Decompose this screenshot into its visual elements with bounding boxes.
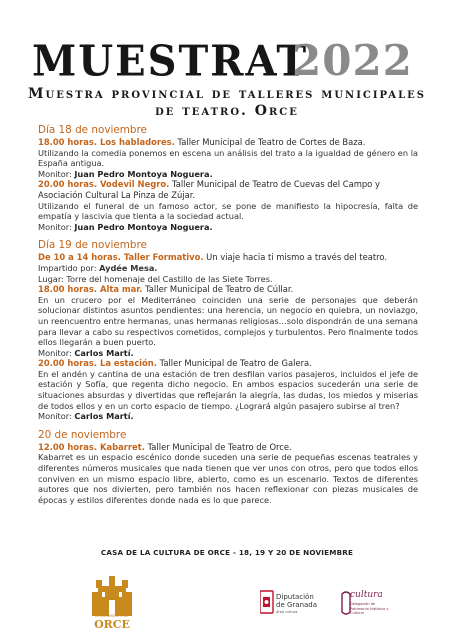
monitor-label: Monitor: bbox=[38, 168, 75, 179]
event-description: En el andén y cantina de una estación de tren desfilan varios pasajeros, incluidos el jefe de estación y Sofía, que regenta dicho negocio. En ambos espacios sucederán una serie de situaciones absurdas y divertidas que reflejarán la alegría, las dudas, los miedos y miserias de todos ellos y en un corto espacio de tiempo. ¿Logrará algún pasajero subirse al tren? bbox=[38, 368, 418, 411]
event-info: Taller Municipal de Teatro de Cuevas del Campo y Asociación Cultural La Pinza de Zújar. bbox=[38, 179, 380, 200]
diputacion-line-1: Diputación bbox=[276, 593, 314, 601]
sponsor-logos bbox=[0, 568, 454, 640]
event-line bbox=[38, 252, 418, 263]
imparted-label: Impartido por: bbox=[38, 262, 100, 273]
event-line bbox=[38, 442, 418, 453]
poster-header bbox=[0, 0, 454, 87]
day-heading: 20 de noviembre bbox=[38, 428, 127, 441]
event-description: En un crucero por el Mediterráneo coinciden una serie de personajes que deberán solucionar distintos asuntos pendientes: una herencia, un negocio en quiebra, un noviazgo, un reencuentro entre hermanas, unas hermanas religiosas…solo dispondrán de una semana para llevar a cabo su respectivos cometidos, complejos y turbulentos. Pero finalmente todos ellos llegarán a buen puerto. bbox=[38, 294, 418, 348]
event-info: Taller Municipal de Teatro de Cúllar. bbox=[142, 284, 294, 295]
event-line bbox=[38, 137, 418, 148]
monitor-label: Monitor: bbox=[38, 347, 75, 358]
event-line bbox=[38, 358, 418, 369]
event-info: Taller Municipal de Teatro de Orce. bbox=[144, 441, 292, 452]
event-time: 12.00 horas. Kabarret. bbox=[38, 441, 145, 452]
event-time: 20.00 horas. Vodevil Negro. bbox=[38, 179, 170, 190]
venue-footer: CASA DE LA CULTURA DE ORCE - 18, 19 Y 20 DE NOVIEMBRE bbox=[100, 548, 354, 557]
day-heading: Día 18 de noviembre bbox=[38, 124, 147, 136]
orce-logo-caption: AYUNTAMIENTO DE bbox=[95, 614, 129, 618]
event-description: Kabarret es un espacio escénico donde suceden una serie de pequeñas escenas teatrales y diferentes números musicales que nada tienen que ver unos con otros, pero que todos ellos conviven en un mismo espacio libre, abierto, como es un escenario. Textos de diferentes autores que nos divierten, pero también nos hacen reflexionar con piezas musicales de épocas y estilos diferentes donde nada es lo que parece. bbox=[38, 452, 418, 505]
monitor-name: Juan Pedro Montoya Noguera. bbox=[74, 221, 213, 232]
cultura-caption: Delegación de Patrimonio Histórico y Cultural bbox=[350, 602, 389, 615]
subtitle-line-2: de teatro. Orce bbox=[155, 103, 299, 119]
event-monitor bbox=[38, 411, 418, 422]
monitor-name: Carlos Martí. bbox=[74, 411, 134, 422]
event-imparted bbox=[38, 263, 418, 274]
event-info: Un viaje hacia ti mismo a través del teatro. bbox=[203, 252, 388, 263]
event-description: Utilizando la comedia ponemos en escena un análisis del trato a la igualdad de género en la España antigua. bbox=[38, 147, 418, 169]
event-monitor bbox=[38, 169, 418, 180]
cultura-logo-text: cultura bbox=[350, 590, 383, 600]
poster-title: MUESTRAT bbox=[32, 36, 309, 87]
event-monitor bbox=[38, 348, 418, 359]
event-time: 18.00 horas. Los habladores. bbox=[38, 137, 175, 147]
monitor-name: Carlos Martí. bbox=[74, 347, 134, 358]
event-line bbox=[38, 284, 418, 295]
monitor-name: Juan Pedro Montoya Noguera. bbox=[74, 168, 213, 179]
subtitle-line-1: Muestra provincial de talleres municipales bbox=[28, 86, 426, 102]
diputacion-line-2: de Granada bbox=[276, 601, 318, 609]
event-time: 20.00 horas. La estación. bbox=[38, 358, 157, 369]
day-heading: Día 19 de noviembre bbox=[38, 239, 147, 252]
event-place: Lugar: Torre del homenaje del Castillo de las Siete Torres. bbox=[38, 273, 273, 284]
event-monitor bbox=[38, 222, 418, 233]
monitor-label: Monitor: bbox=[38, 221, 75, 232]
diputacion-caption: Área cultura bbox=[276, 610, 298, 614]
event-line bbox=[38, 179, 418, 200]
orce-logo-text: ORCE bbox=[94, 618, 130, 631]
program-content bbox=[38, 124, 418, 505]
diputacion-logo-text bbox=[276, 593, 317, 609]
event-description: Utilizando el funeral de un famoso actor, se pone de manifiesto la hipocresía, falta de empatía y lascivia que tienta a la sociedad actual. bbox=[38, 200, 418, 222]
event-info: Taller Municipal de Teatro de Cortes de Baza. bbox=[174, 137, 366, 147]
event-info: Taller Municipal de Teatro de Galera. bbox=[156, 358, 312, 369]
event-time: De 10 a 14 horas. Taller Formativo. bbox=[38, 252, 204, 263]
event-time: 18.00 horas. Alta mar. bbox=[38, 284, 143, 295]
poster-year: 2022 bbox=[292, 36, 413, 85]
imparted-name: Aydée Mesa. bbox=[99, 262, 158, 273]
monitor-label: Monitor: bbox=[38, 411, 75, 422]
